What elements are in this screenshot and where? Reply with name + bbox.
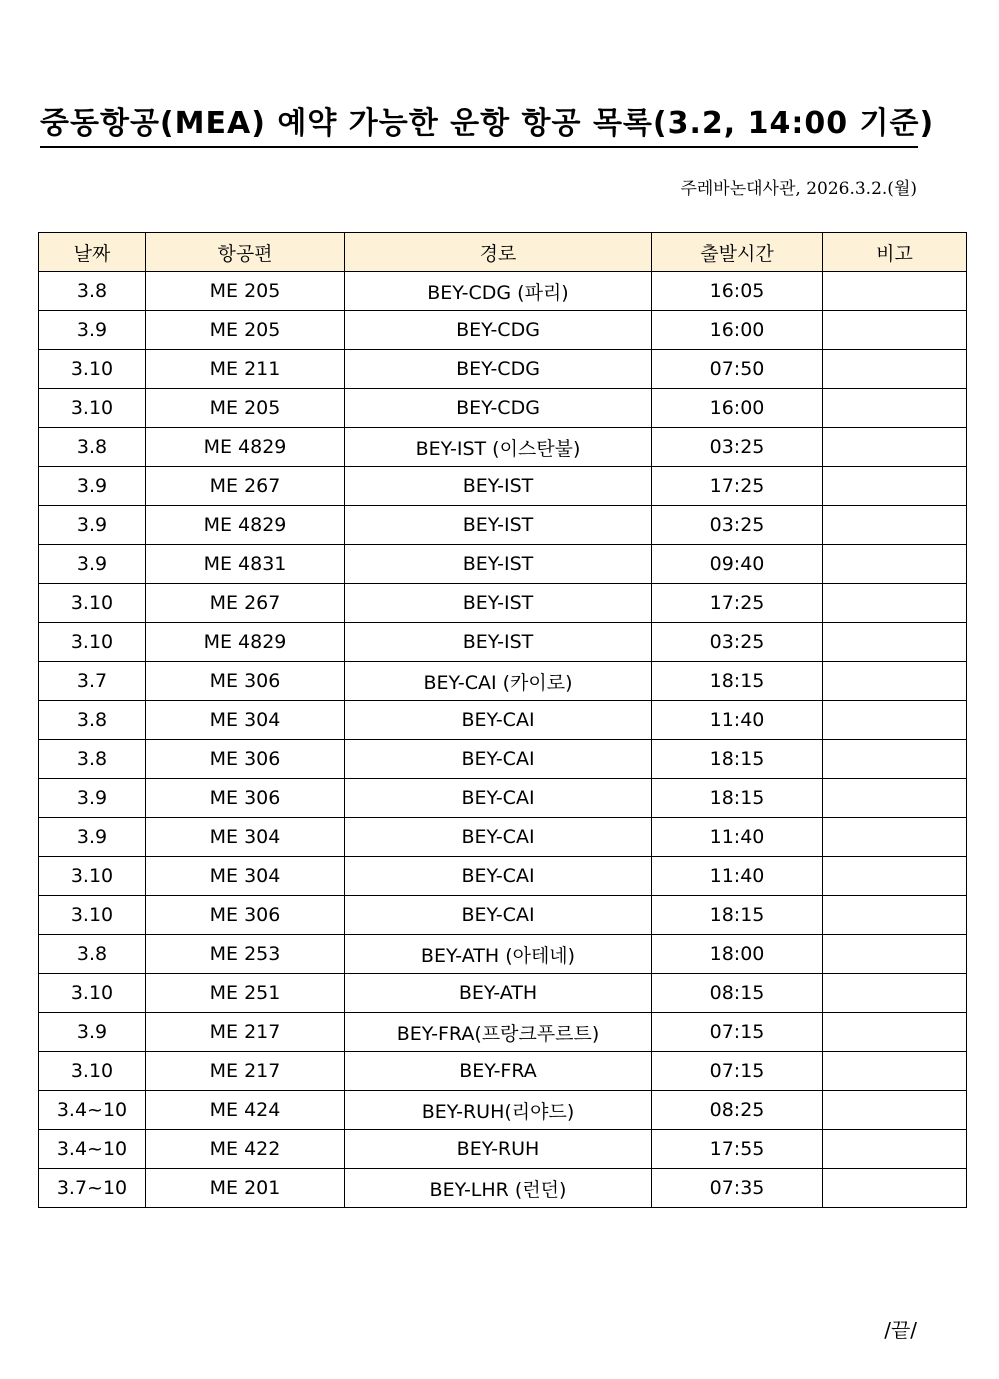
table-row (39, 818, 967, 857)
cell-remarks (823, 935, 967, 974)
table-row (39, 272, 967, 311)
cell-date: 3.8 (39, 740, 146, 779)
cell-flight: ME 267 (146, 467, 345, 506)
cell-route: BEY-CAI (345, 818, 652, 857)
cell-date: 3.10 (39, 857, 146, 896)
cell-route: BEY-IST (345, 467, 652, 506)
header-departure-time: 출발시간 (652, 233, 823, 272)
cell-route: BEY-IST (345, 545, 652, 584)
cell-date: 3.8 (39, 701, 146, 740)
cell-route: BEY-CAI (345, 740, 652, 779)
table-row (39, 311, 967, 350)
table-row (39, 701, 967, 740)
cell-route: BEY-CAI (345, 779, 652, 818)
table-header-row (39, 233, 967, 272)
table-row (39, 1013, 967, 1052)
cell-remarks (823, 1091, 967, 1130)
cell-route: BEY-CAI (345, 857, 652, 896)
cell-date: 3.10 (39, 350, 146, 389)
cell-date: 3.7 (39, 662, 146, 701)
cell-date: 3.9 (39, 506, 146, 545)
cell-date: 3.10 (39, 389, 146, 428)
table-row (39, 1130, 967, 1169)
cell-departure-time: 03:25 (652, 428, 823, 467)
cell-flight: ME 4829 (146, 623, 345, 662)
cell-route: BEY-CAI (345, 896, 652, 935)
cell-flight: ME 306 (146, 779, 345, 818)
cell-date: 3.10 (39, 974, 146, 1013)
cell-departure-time: 18:15 (652, 662, 823, 701)
cell-remarks (823, 662, 967, 701)
cell-date: 3.8 (39, 428, 146, 467)
cell-flight: ME 205 (146, 272, 345, 311)
cell-date: 3.10 (39, 896, 146, 935)
cell-flight: ME 201 (146, 1169, 345, 1208)
cell-flight: ME 422 (146, 1130, 345, 1169)
cell-departure-time: 07:50 (652, 350, 823, 389)
cell-departure-time: 11:40 (652, 701, 823, 740)
header-route: 경로 (345, 233, 652, 272)
header-date: 날짜 (39, 233, 146, 272)
table-row (39, 623, 967, 662)
flight-table (38, 232, 967, 1208)
cell-route: BEY-CDG (파리) (345, 272, 652, 311)
cell-flight: ME 4829 (146, 428, 345, 467)
cell-flight: ME 253 (146, 935, 345, 974)
cell-departure-time: 08:25 (652, 1091, 823, 1130)
cell-departure-time: 18:15 (652, 740, 823, 779)
cell-flight: ME 267 (146, 584, 345, 623)
table-row (39, 662, 967, 701)
cell-remarks (823, 389, 967, 428)
table-row (39, 740, 967, 779)
header-remarks: 비고 (823, 233, 967, 272)
cell-departure-time: 18:15 (652, 896, 823, 935)
cell-date: 3.9 (39, 545, 146, 584)
cell-departure-time: 09:40 (652, 545, 823, 584)
cell-remarks (823, 272, 967, 311)
cell-flight: ME 304 (146, 701, 345, 740)
cell-departure-time: 03:25 (652, 623, 823, 662)
cell-flight: ME 306 (146, 662, 345, 701)
table-row (39, 974, 967, 1013)
cell-route: BEY-CAI (345, 701, 652, 740)
cell-date: 3.9 (39, 818, 146, 857)
cell-date: 3.10 (39, 623, 146, 662)
cell-remarks (823, 779, 967, 818)
cell-flight: ME 306 (146, 740, 345, 779)
cell-flight: ME 4831 (146, 545, 345, 584)
cell-route: BEY-IST (345, 506, 652, 545)
cell-flight: ME 251 (146, 974, 345, 1013)
table-row (39, 1091, 967, 1130)
cell-route: BEY-IST (이스탄불) (345, 428, 652, 467)
cell-date: 3.9 (39, 467, 146, 506)
cell-departure-time: 18:00 (652, 935, 823, 974)
cell-flight: ME 205 (146, 389, 345, 428)
cell-flight: ME 306 (146, 896, 345, 935)
cell-date: 3.4~10 (39, 1130, 146, 1169)
cell-date: 3.4~10 (39, 1091, 146, 1130)
table-row (39, 545, 967, 584)
cell-flight: ME 424 (146, 1091, 345, 1130)
table-row (39, 857, 967, 896)
cell-remarks (823, 1169, 967, 1208)
cell-remarks (823, 896, 967, 935)
cell-remarks (823, 350, 967, 389)
cell-departure-time: 18:15 (652, 779, 823, 818)
cell-date: 3.9 (39, 311, 146, 350)
cell-route: BEY-FRA (345, 1052, 652, 1091)
end-mark: /끝/ (884, 1318, 917, 1342)
cell-route: BEY-IST (345, 623, 652, 662)
cell-route: BEY-IST (345, 584, 652, 623)
cell-departure-time: 16:00 (652, 389, 823, 428)
cell-remarks (823, 545, 967, 584)
cell-departure-time: 07:15 (652, 1013, 823, 1052)
cell-departure-time: 08:15 (652, 974, 823, 1013)
page-title: 중동항공(MEA) 예약 가능한 운항 항공 목록(3.2, 14:00 기준) (40, 104, 918, 148)
table-row (39, 779, 967, 818)
cell-departure-time: 16:05 (652, 272, 823, 311)
table-row (39, 389, 967, 428)
cell-flight: ME 217 (146, 1013, 345, 1052)
cell-flight: ME 211 (146, 350, 345, 389)
cell-flight: ME 217 (146, 1052, 345, 1091)
cell-route: BEY-FRA(프랑크푸르트) (345, 1013, 652, 1052)
cell-remarks (823, 701, 967, 740)
cell-departure-time: 11:40 (652, 818, 823, 857)
cell-remarks (823, 311, 967, 350)
cell-date: 3.10 (39, 1052, 146, 1091)
cell-remarks (823, 506, 967, 545)
table-row (39, 467, 967, 506)
cell-route: BEY-ATH (345, 974, 652, 1013)
cell-departure-time: 07:35 (652, 1169, 823, 1208)
issuer-date: 주레바논대사관, 2026.3.2.(월) (680, 179, 917, 199)
cell-date: 3.9 (39, 1013, 146, 1052)
cell-flight: ME 304 (146, 857, 345, 896)
cell-date: 3.8 (39, 272, 146, 311)
cell-route: BEY-ATH (아테네) (345, 935, 652, 974)
cell-route: BEY-RUH (345, 1130, 652, 1169)
cell-date: 3.7~10 (39, 1169, 146, 1208)
cell-departure-time: 17:55 (652, 1130, 823, 1169)
cell-remarks (823, 1130, 967, 1169)
cell-departure-time: 16:00 (652, 311, 823, 350)
cell-route: BEY-CDG (345, 311, 652, 350)
cell-date: 3.9 (39, 779, 146, 818)
cell-route: BEY-CDG (345, 350, 652, 389)
header-flight: 항공편 (146, 233, 345, 272)
cell-departure-time: 03:25 (652, 506, 823, 545)
cell-departure-time: 17:25 (652, 467, 823, 506)
table-row (39, 584, 967, 623)
cell-remarks (823, 857, 967, 896)
table-row (39, 506, 967, 545)
cell-route: BEY-LHR (런던) (345, 1169, 652, 1208)
cell-flight: ME 205 (146, 311, 345, 350)
cell-remarks (823, 818, 967, 857)
table-row (39, 1169, 967, 1208)
cell-remarks (823, 623, 967, 662)
table-row (39, 428, 967, 467)
cell-remarks (823, 467, 967, 506)
cell-departure-time: 17:25 (652, 584, 823, 623)
cell-date: 3.10 (39, 584, 146, 623)
cell-remarks (823, 428, 967, 467)
cell-flight: ME 304 (146, 818, 345, 857)
cell-departure-time: 11:40 (652, 857, 823, 896)
cell-date: 3.8 (39, 935, 146, 974)
table-row (39, 1052, 967, 1091)
flight-table-body (39, 272, 967, 1208)
table-row (39, 350, 967, 389)
cell-remarks (823, 974, 967, 1013)
table-row (39, 896, 967, 935)
cell-remarks (823, 740, 967, 779)
cell-flight: ME 4829 (146, 506, 345, 545)
cell-remarks (823, 584, 967, 623)
cell-route: BEY-CDG (345, 389, 652, 428)
cell-departure-time: 07:15 (652, 1052, 823, 1091)
table-row (39, 935, 967, 974)
cell-remarks (823, 1052, 967, 1091)
cell-route: BEY-RUH(리야드) (345, 1091, 652, 1130)
cell-route: BEY-CAI (카이로) (345, 662, 652, 701)
cell-remarks (823, 1013, 967, 1052)
